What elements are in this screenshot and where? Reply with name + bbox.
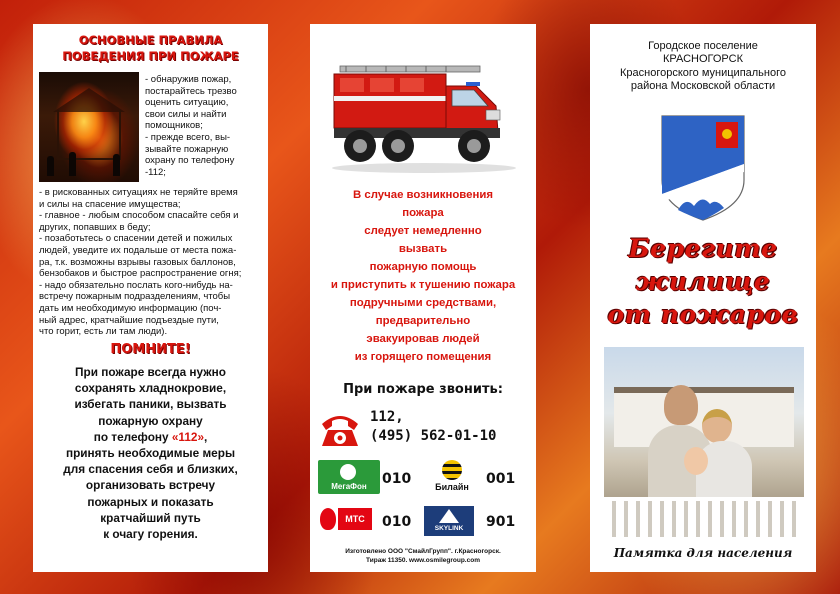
rules-title-line-2: ПОВЕДЕНИЯ ПРИ ПОЖАРЕ	[62, 49, 239, 63]
text-line: пожара	[402, 207, 444, 219]
print-info	[310, 548, 536, 565]
firefighter-figure	[113, 154, 120, 176]
text-line: зывайте пожарную	[145, 143, 229, 155]
fire-truck-image	[326, 48, 522, 178]
rules-title-line-1: ОСНОВНЫЕ ПРАВИЛА	[78, 33, 223, 47]
phone-number: 112,	[370, 409, 404, 425]
operator-name: МТС	[338, 508, 372, 530]
text-line: -112;	[145, 166, 166, 178]
text-line: для спасения себя и близких,	[63, 462, 238, 477]
text-line: кратчайший путь	[100, 510, 201, 525]
family-photo	[604, 347, 804, 537]
call-heading: При пожаре звонить:	[343, 382, 503, 397]
title-line: жилище	[635, 267, 771, 296]
phone-numbers	[370, 408, 536, 446]
text-line: - обнаружив пожар,	[145, 74, 232, 85]
title-line: Берегите	[628, 234, 778, 263]
text-line: эвакуировав людей	[366, 333, 480, 345]
mts-logo	[318, 506, 372, 536]
fire-instructions	[316, 186, 530, 366]
rules-panel	[33, 24, 268, 572]
text-line: района Московской области	[630, 80, 776, 93]
emergency-call-panel	[310, 24, 536, 572]
cover-panel	[590, 24, 816, 572]
text-line: и силы на спасение имущества;	[39, 198, 181, 210]
telephone-icon	[318, 408, 362, 448]
rules-list	[39, 187, 265, 338]
text-line: свои силы и найти	[145, 108, 227, 120]
text-line: - прежде всего, вы-	[145, 131, 231, 143]
operator-code: 010	[382, 471, 412, 487]
text-line: - главное - любым способом спасайте себя и	[39, 210, 239, 222]
rules-intro-text	[145, 74, 267, 178]
rules-title	[33, 32, 268, 64]
house-frame	[57, 110, 121, 160]
text-line: принять необходимые меры	[65, 446, 236, 461]
operator-name: SKYLINK	[434, 525, 464, 532]
text-line: к очагу горения.	[103, 527, 198, 542]
text-line: следует немедленно	[364, 225, 482, 237]
operator-code: 901	[486, 514, 516, 530]
text-line: ный адрес, кратчайшие подъездые пути,	[39, 314, 219, 326]
text-line: и приступить к тушению пожара	[330, 279, 516, 291]
text-line: оценить ситуацию,	[145, 97, 229, 109]
text-fragment: по телефону	[93, 429, 169, 444]
text-line: КРАСНОГОРСК	[662, 53, 743, 66]
operator-code: 001	[486, 471, 516, 487]
text-line: Красногорского муниципального	[620, 66, 786, 79]
text-line: вызвать	[398, 243, 448, 255]
megafon-logo	[318, 460, 380, 494]
text-line: людей, уведите их подальше от места пожа-	[39, 244, 237, 256]
text-line: предварительно	[375, 315, 471, 327]
text-line: - надо обязательно послать кого-нибудь на-	[39, 279, 233, 291]
text-line: помощников;	[145, 120, 203, 132]
operator-code: 010	[382, 514, 412, 530]
text-line: При пожаре всегда нужно	[75, 365, 226, 379]
title-line: от пожаров	[607, 300, 799, 329]
text-line: из горящего помещения	[354, 351, 492, 363]
child-head	[684, 447, 708, 475]
text-line: что горит, есть ли там люди).	[39, 326, 168, 338]
text-line: подручными средствами,	[349, 297, 497, 309]
coat-of-arms-icon	[658, 114, 748, 222]
text-line: бензобаков и быстрое распространение огня;	[39, 268, 242, 280]
operator-name: МегаФон	[331, 482, 367, 491]
text-line: пожарную помощь	[369, 261, 477, 273]
beeline-logo	[424, 460, 480, 494]
operator-name: Билайн	[435, 482, 469, 492]
text-line: В случае возникновения	[352, 189, 494, 201]
woman-head	[702, 409, 732, 443]
white-fence	[604, 497, 804, 537]
firefighter-figure	[69, 152, 76, 176]
remember-text	[41, 364, 260, 542]
text-line: избегать паники, вызвать	[74, 397, 227, 412]
text-line: пожарных и показать	[87, 494, 214, 509]
text-line: сохранять хладнокровие,	[74, 381, 227, 396]
house-roof	[53, 88, 125, 112]
text-line: Городское поселение	[648, 40, 758, 52]
emergency-number: «112»	[171, 429, 205, 444]
text-line: других, попавших в беду;	[39, 221, 151, 233]
text-line: дать им необходимую информацию (поч-	[39, 302, 222, 314]
municipality-name	[600, 40, 806, 94]
text-line: охрану по телефону	[145, 155, 235, 167]
text-fragment: ,	[204, 429, 208, 444]
text-line: организовать встречу	[85, 478, 216, 493]
text-line: - в рискованных ситуациях не теряйте время	[39, 187, 238, 198]
burning-house-photo	[39, 72, 139, 182]
brochure-title	[590, 232, 816, 331]
man-head	[664, 385, 698, 425]
text-line: пожарную охрану	[98, 413, 203, 428]
memo-caption: Памятка для населения	[613, 546, 793, 560]
text-line	[41, 429, 260, 445]
phone-number: (495) 562-01-10	[370, 428, 497, 444]
text-line: Тираж 11350. www.osmilegroup.com	[366, 556, 480, 564]
text-line: - позаботьтесь о спасении детей и пожилых	[39, 233, 233, 245]
text-line: Изготовлено ООО "СмайлГрупп". г.Красногорск.	[345, 548, 501, 555]
firefighter-figure	[47, 156, 54, 176]
text-line: постарайтесь трезво	[145, 85, 237, 97]
remember-heading: ПОМНИТЕ!	[110, 342, 191, 357]
skylink-logo	[424, 506, 474, 536]
text-line: встречу пожарным подразделениям, чтобы	[39, 291, 231, 303]
text-line: ра, т.к. возможны взрывы газовых баллонов,	[39, 256, 236, 268]
